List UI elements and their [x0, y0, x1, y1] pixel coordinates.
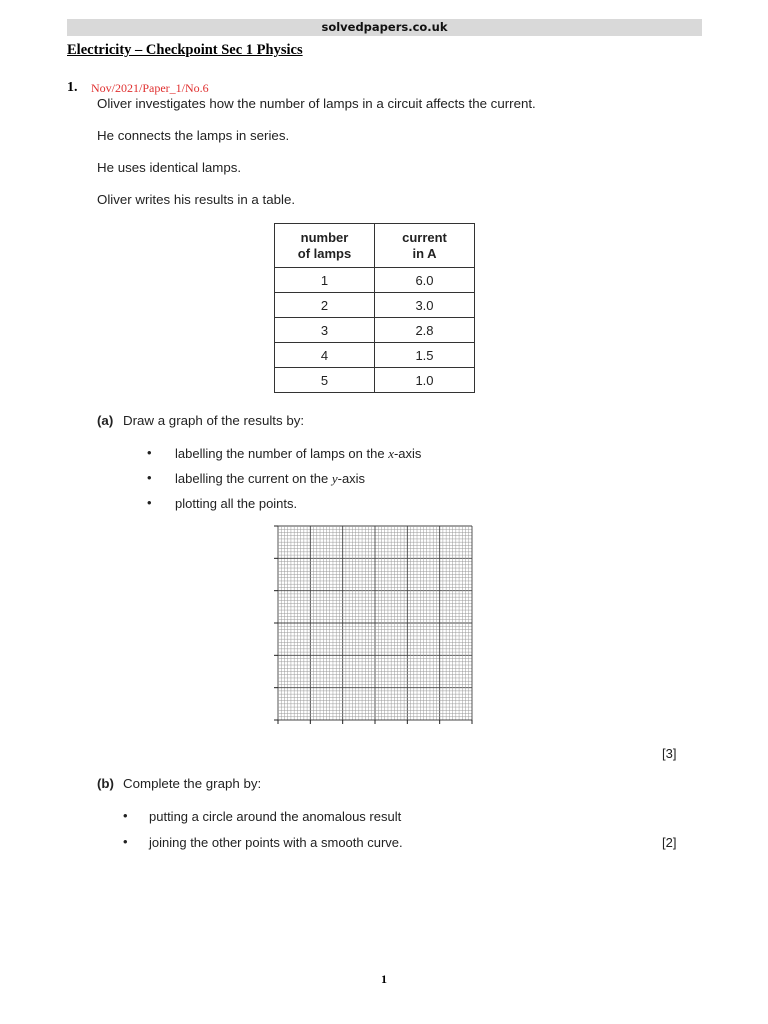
part-b-bullet-curve: joining the other points with a smooth curve.: [149, 835, 403, 850]
header-current-line2: in A: [412, 245, 437, 261]
table-row: [275, 268, 475, 293]
results-table: [274, 223, 475, 393]
question-series-text: He connects the lamps in series.: [97, 128, 290, 143]
cell-lamps: 5: [275, 368, 375, 393]
bullet-text: -axis: [393, 446, 422, 461]
question-number: 1.: [67, 80, 78, 95]
part-b-label: (b): [97, 776, 114, 791]
table-header-row: [275, 224, 475, 268]
part-b-bullet-anomalous: putting a circle around the anomalous result: [149, 809, 402, 824]
y-variable: y: [331, 471, 338, 486]
cell-lamps: 4: [275, 343, 375, 368]
cell-current: 1.5: [375, 343, 475, 368]
bullet-dot: •: [123, 834, 128, 849]
part-a-bullet-y-axis: [175, 471, 365, 487]
site-banner: solvedpapers.co.uk: [67, 19, 702, 36]
bullet-text: labelling the current on the: [175, 471, 332, 486]
part-a-bullet-plot: plotting all the points.: [175, 496, 298, 511]
header-number-of-lamps: [275, 224, 375, 268]
cell-lamps: 2: [275, 293, 375, 318]
question-identical-text: He uses identical lamps.: [97, 160, 242, 175]
header-current-line1: current: [402, 229, 447, 245]
cell-current: 6.0: [375, 268, 475, 293]
table-row: [275, 368, 475, 393]
x-variable: x: [388, 446, 394, 461]
header-lamps-line2: of lamps: [297, 245, 352, 261]
cell-current: 2.8: [375, 318, 475, 343]
graph-paper-grid[interactable]: [274, 524, 476, 735]
part-a-marks: [3]: [662, 746, 677, 761]
cell-current: 3.0: [375, 293, 475, 318]
part-a-bullet-x-axis: [175, 446, 421, 462]
bullet-dot: •: [147, 470, 152, 485]
header-lamps-line1: number: [300, 229, 349, 245]
question-source: Nov/2021/Paper_1/No.6: [91, 81, 209, 95]
bullet-dot: •: [147, 495, 152, 510]
part-b-marks: [2]: [662, 835, 677, 850]
page-number: 1: [381, 972, 387, 986]
graph-grid-svg[interactable]: [274, 524, 476, 730]
part-b-text: Complete the graph by:: [123, 776, 262, 791]
document-title: Electricity – Checkpoint Sec 1 Physics: [67, 42, 303, 58]
bullet-text: -axis: [337, 471, 366, 486]
part-a-text: Draw a graph of the results by:: [123, 413, 305, 428]
cell-lamps: 1: [275, 268, 375, 293]
bullet-dot: •: [147, 445, 152, 460]
table-row: [275, 343, 475, 368]
part-a-label: (a): [97, 413, 114, 428]
question-intro-text: Oliver investigates how the number of lamps in a circuit affects the current.: [97, 96, 536, 111]
cell-current: 1.0: [375, 368, 475, 393]
cell-lamps: 3: [275, 318, 375, 343]
table-row: [275, 318, 475, 343]
bullet-text: labelling the number of lamps on the: [175, 446, 389, 461]
bullet-dot: •: [123, 808, 128, 823]
question-table-intro-text: Oliver writes his results in a table.: [97, 192, 296, 207]
header-current: [375, 224, 475, 268]
table-row: [275, 293, 475, 318]
